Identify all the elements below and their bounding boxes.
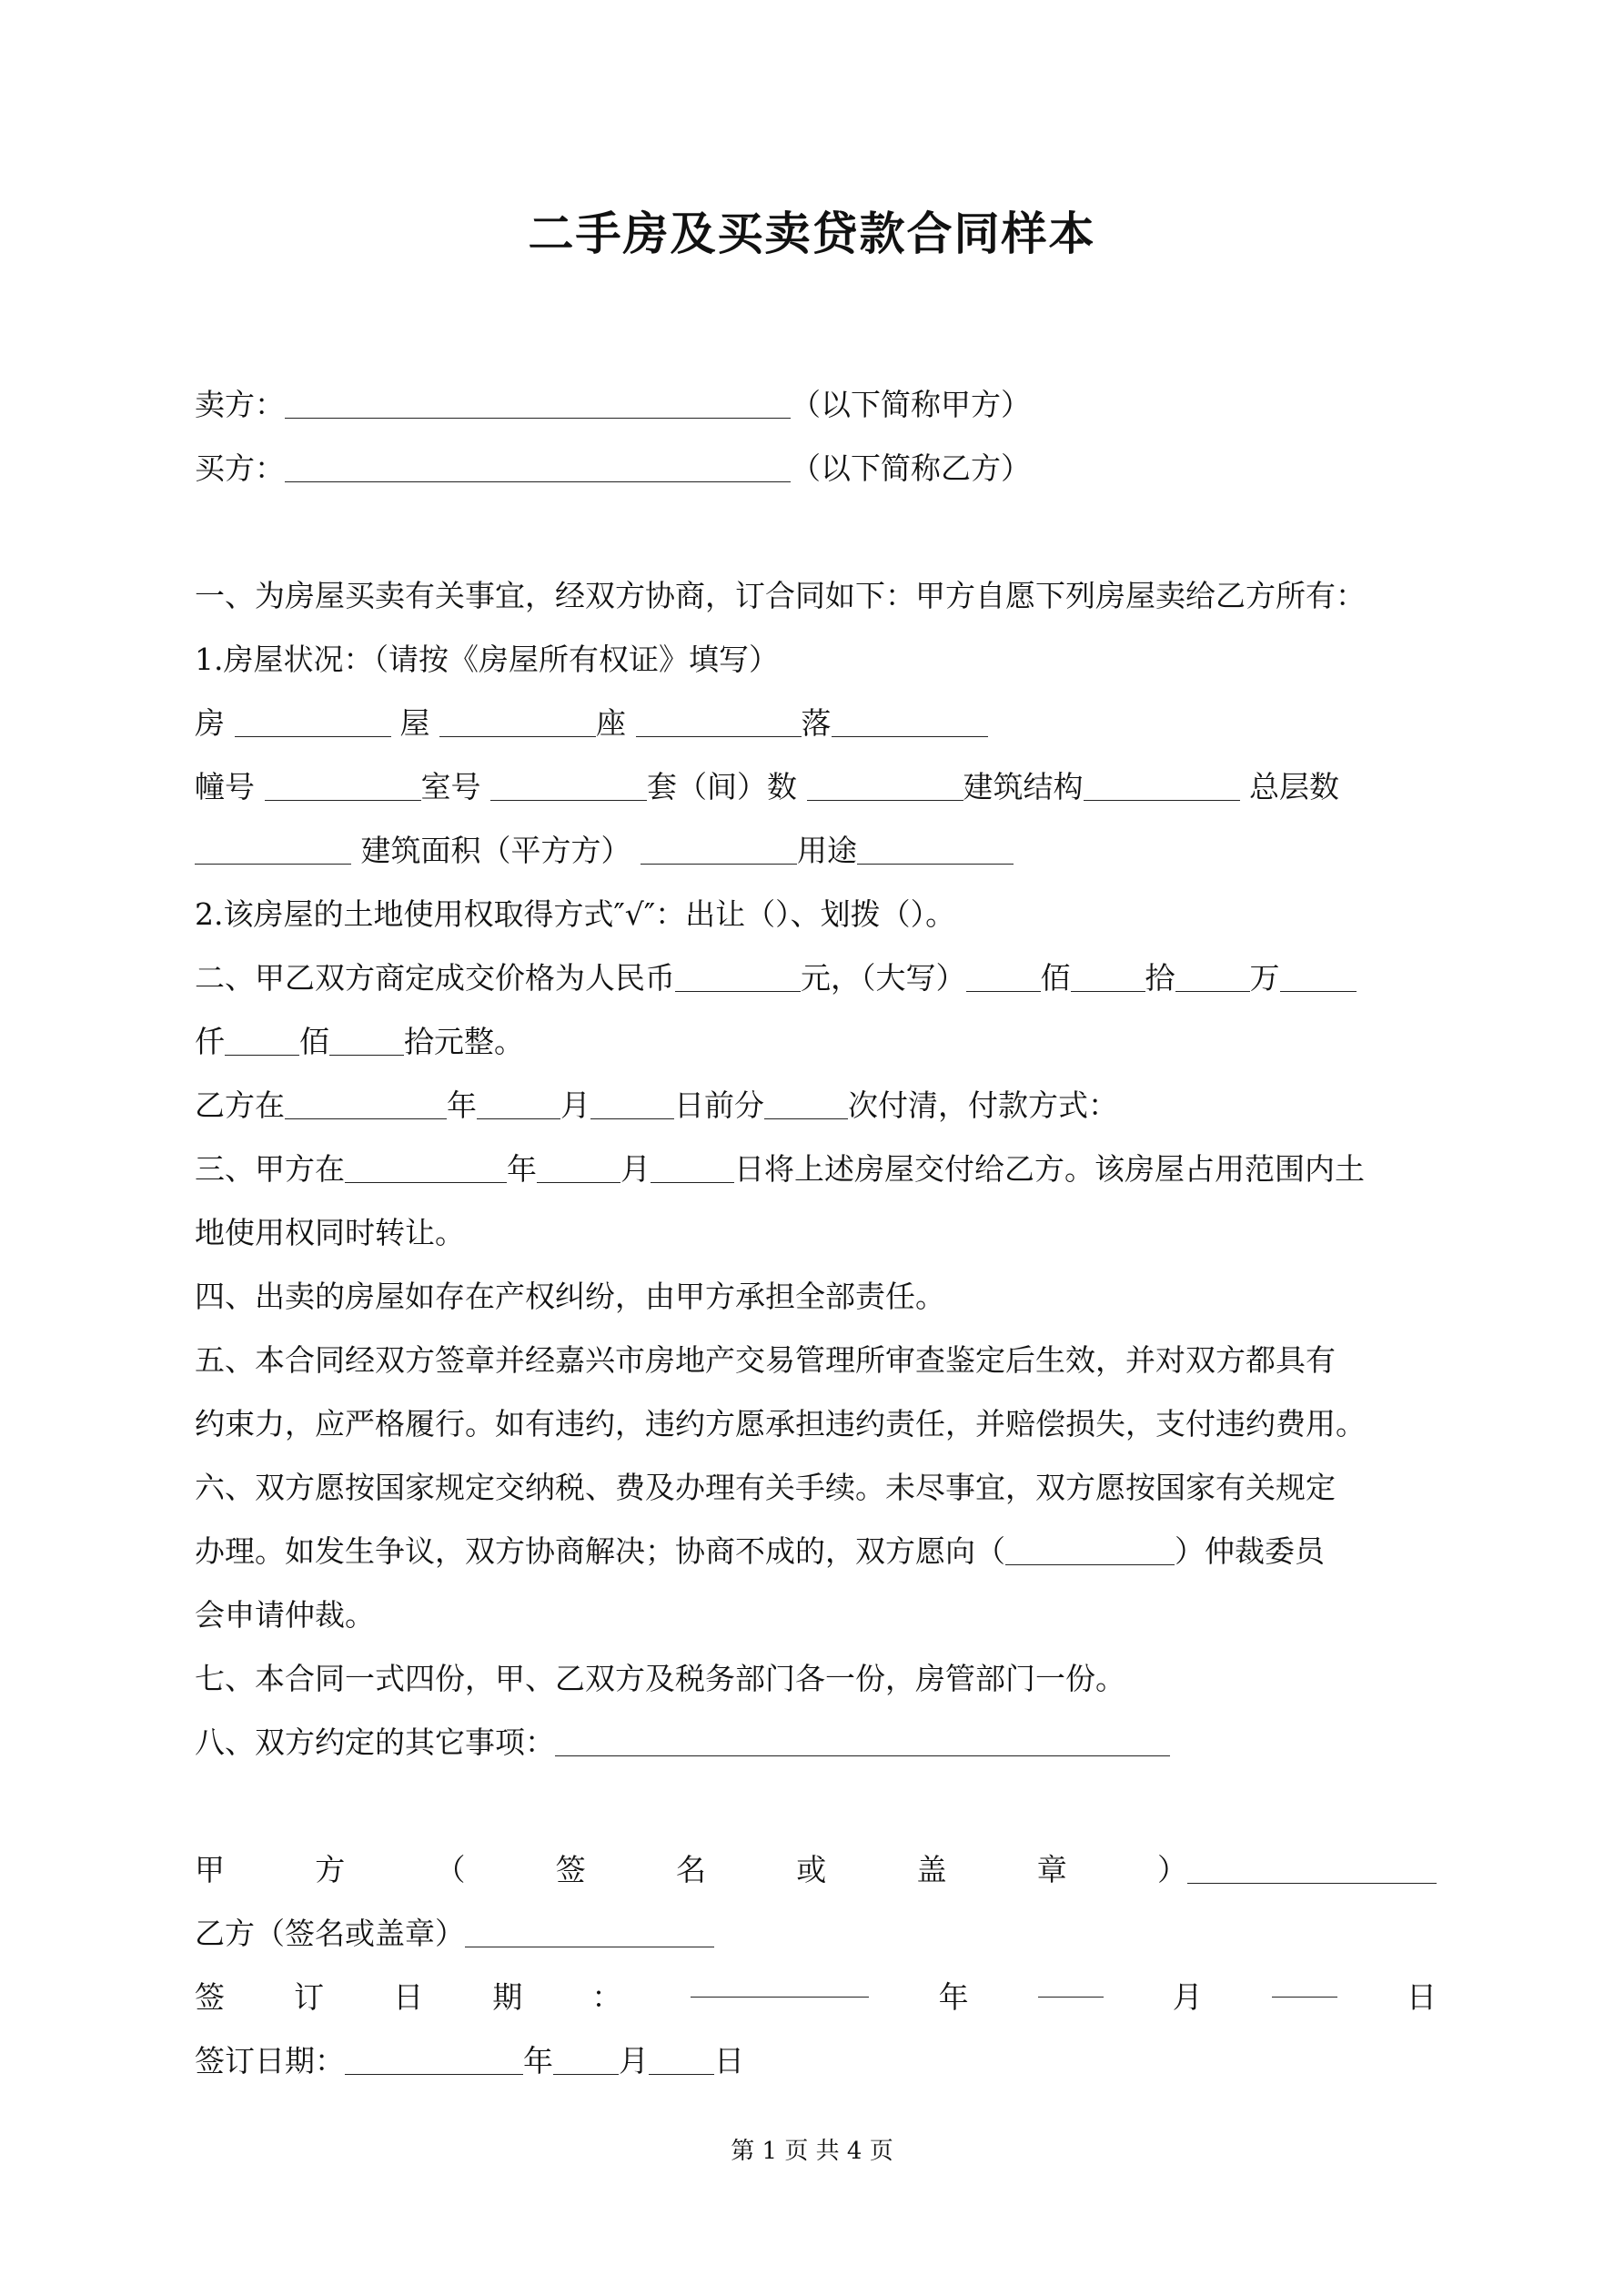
- sign-date2-day-label: 日: [714, 2043, 744, 2079]
- sig-a-char: 方: [315, 1852, 346, 1887]
- building-number-blank[interactable]: [265, 769, 421, 801]
- sig-a-char: （: [435, 1852, 466, 1887]
- delivery-month-label: 月: [620, 1151, 651, 1187]
- delivery-year-blank[interactable]: [345, 1151, 507, 1183]
- location-label-luo: 落: [801, 705, 832, 741]
- clause-1-item-2: 2.该房屋的土地使用权取得方式″√″：出让（）、划拨（）。: [195, 896, 956, 932]
- party-a-signature-blank[interactable]: [1187, 1852, 1437, 1884]
- other-matters-label: 八、双方约定的其它事项：: [195, 1725, 555, 1760]
- price-qian-label: 仟: [195, 1024, 225, 1059]
- location-blank-3[interactable]: [636, 705, 802, 737]
- date-label-char: ：: [591, 1979, 622, 2015]
- clause-5-line-1: 五、本合同经双方签章并经嘉兴市房地产交易管理所审查鉴定后生效，并对双方都具有: [195, 1342, 1336, 1378]
- price-shi-blank[interactable]: [1071, 960, 1145, 992]
- sig-a-char: 甲: [195, 1852, 225, 1887]
- arbitration-label: 办理。如发生争议，双方协商解决；协商不成的，双方愿向（: [195, 1533, 1005, 1569]
- date-label-char: 订: [294, 1979, 325, 2015]
- delivery-month-blank[interactable]: [537, 1151, 620, 1183]
- house-detail-row: [195, 755, 1437, 819]
- unit-count-label: 套（间）数: [647, 769, 807, 804]
- party-b-signature-line: [195, 1902, 1437, 1966]
- price-wan-blank[interactable]: [1175, 960, 1250, 992]
- sign-date2-day-blank[interactable]: [649, 2043, 714, 2075]
- payment-label: 乙方在: [195, 1087, 285, 1123]
- seller-label: 卖方：: [195, 387, 285, 422]
- location-blank-2[interactable]: [439, 705, 596, 737]
- sign-date2-month-label: 月: [619, 2043, 649, 2079]
- clause-1-item-1: 1.房屋状况：（请按《房屋所有权证》填写）: [195, 642, 779, 677]
- sign-date2-year-label: 年: [523, 2043, 553, 2079]
- price-label: 二、甲乙双方商定成交价格为人民币: [195, 960, 675, 996]
- page-footer: 第 1 页 共 4 页: [731, 2138, 893, 2165]
- usage-label: 用途: [796, 833, 857, 868]
- price-bai2-label: 佰: [299, 1024, 329, 1059]
- contract-body: [195, 373, 1437, 2093]
- sig-a-char: 盖: [916, 1852, 947, 1887]
- total-floors-blank[interactable]: [195, 833, 351, 865]
- buyer-label: 买方：: [195, 450, 285, 486]
- payment-month-blank[interactable]: [477, 1087, 560, 1119]
- payment-day-blank[interactable]: [590, 1087, 674, 1119]
- price-shi2-blank[interactable]: [329, 1024, 404, 1056]
- sign-date-line: [195, 1966, 1437, 2029]
- price-yuan-label: 元，（大写）: [801, 960, 966, 996]
- total-floors-label: 总层数: [1239, 769, 1339, 804]
- clause-3-cont: 地使用权同时转让。: [195, 1215, 465, 1250]
- buyer-line: [195, 437, 1437, 501]
- seller-suffix: （以下简称甲方）: [791, 387, 1031, 422]
- sign-month-label: 月: [1172, 1979, 1203, 2015]
- clause-4: 四、出卖的房屋如存在产权纠纷，由甲方承担全部责任。: [195, 1279, 945, 1314]
- area-label: 建筑面积（平方方）: [351, 833, 641, 868]
- delivery-label: 三、甲方在: [195, 1151, 345, 1187]
- payment-line: [195, 1074, 1437, 1138]
- document-title: 二手房及买卖贷款合同样本: [528, 207, 1096, 260]
- arbitration-suffix: ）仲裁委员: [1175, 1533, 1325, 1569]
- payment-day-label: 日前分: [674, 1087, 764, 1123]
- usage-blank[interactable]: [857, 833, 1014, 865]
- clause-6-line-2: [195, 1520, 1437, 1583]
- room-number-label: 室号: [420, 769, 490, 804]
- sig-a-char: 或: [796, 1852, 827, 1887]
- sign-year-blank[interactable]: [691, 1966, 869, 1998]
- party-b-signature-label: 乙方（签名或盖章）: [195, 1916, 465, 1951]
- sign-day-label: 日: [1406, 1979, 1437, 2015]
- room-number-blank[interactable]: [490, 769, 647, 801]
- clause-3-delivery: [195, 1138, 1437, 1201]
- sign-date-line-2: [195, 2029, 1437, 2093]
- house-location-row: [195, 692, 1437, 755]
- seller-line: [195, 373, 1437, 437]
- sig-a-char: 名: [676, 1852, 706, 1887]
- clause-2-price-cont: [195, 1010, 1437, 1074]
- location-label-fang: 房: [195, 705, 235, 741]
- clause-7: 七、本合同一式四份，甲、乙双方及税务部门各一份，房管部门一份。: [195, 1661, 1125, 1696]
- delivery-day-label: 日将上述房屋交付给乙方。该房屋占用范围内土: [734, 1151, 1365, 1187]
- sign-date2-year-blank[interactable]: [345, 2043, 523, 2075]
- sign-date2-label: 签订日期：: [195, 2043, 345, 2079]
- location-blank-1[interactable]: [235, 705, 391, 737]
- payment-year-label: 年: [447, 1087, 477, 1123]
- clause-6-line-1: 六、双方愿按国家规定交纳税、费及办理有关手续。未尽事宜，双方愿按国家有关规定: [195, 1470, 1336, 1505]
- payment-times-blank[interactable]: [764, 1087, 848, 1119]
- structure-label: 建筑结构: [963, 769, 1084, 804]
- sign-date2-month-blank[interactable]: [553, 2043, 619, 2075]
- location-blank-4[interactable]: [832, 705, 988, 737]
- price-end-label: 拾元整。: [404, 1024, 524, 1059]
- house-area-row: [195, 819, 1437, 883]
- location-label-wu: 屋: [399, 705, 439, 741]
- location-label-zuo: 座: [596, 705, 636, 741]
- price-wan-label: 万: [1249, 960, 1280, 996]
- price-number-blank[interactable]: [675, 960, 801, 992]
- sign-month-blank[interactable]: [1038, 1966, 1104, 1998]
- buyer-name-blank[interactable]: [285, 450, 791, 482]
- date-label-char: 日: [393, 1979, 424, 2015]
- party-a-signature-line: [195, 1838, 1437, 1902]
- sign-day-blank[interactable]: [1272, 1966, 1337, 1998]
- arbitration-blank[interactable]: [1005, 1533, 1175, 1565]
- clause-1-intro: 一、为房屋买卖有关事宜，经双方协商，订合同如下：甲方自愿下列房屋卖给乙方所有：: [195, 578, 1366, 613]
- other-matters-blank[interactable]: [555, 1725, 1170, 1756]
- structure-blank[interactable]: [1084, 769, 1240, 801]
- price-qian-blank[interactable]: [1280, 960, 1357, 992]
- buyer-suffix: （以下简称乙方）: [791, 450, 1031, 486]
- delivery-year-label: 年: [507, 1151, 537, 1187]
- seller-name-blank[interactable]: [285, 387, 791, 419]
- spacer: [195, 1775, 1437, 1838]
- clause-6-line-3: 会申请仲裁。: [195, 1597, 375, 1633]
- price-shi-label: 拾: [1145, 960, 1175, 996]
- payment-month-label: 月: [560, 1087, 590, 1123]
- payment-year-blank[interactable]: [285, 1087, 447, 1119]
- spacer: [195, 501, 1437, 564]
- date-label-char: 期: [492, 1979, 523, 2015]
- sig-a-char: ）: [1157, 1852, 1187, 1887]
- area-blank[interactable]: [641, 833, 797, 865]
- sign-year-label: 年: [938, 1979, 969, 2015]
- price-bai-label: 佰: [1040, 960, 1071, 996]
- sig-a-char: 签: [555, 1852, 586, 1887]
- building-number-label: 幢号: [195, 769, 265, 804]
- payment-method-label: 次付清，付款方式：: [848, 1087, 1118, 1123]
- price-bai2-blank[interactable]: [225, 1024, 299, 1056]
- sig-a-char: 章: [1036, 1852, 1067, 1887]
- clause-8: [195, 1711, 1437, 1775]
- clause-2-price: [195, 946, 1437, 1010]
- price-bai-blank[interactable]: [966, 960, 1041, 992]
- delivery-day-blank[interactable]: [651, 1151, 734, 1183]
- party-b-signature-blank[interactable]: [465, 1916, 714, 1947]
- unit-count-blank[interactable]: [807, 769, 963, 801]
- clause-5-line-2: 约束力，应严格履行。如有违约，违约方愿承担违约责任，并赔偿损失，支付违约费用。: [195, 1406, 1366, 1441]
- date-label-char: 签: [195, 1979, 225, 2015]
